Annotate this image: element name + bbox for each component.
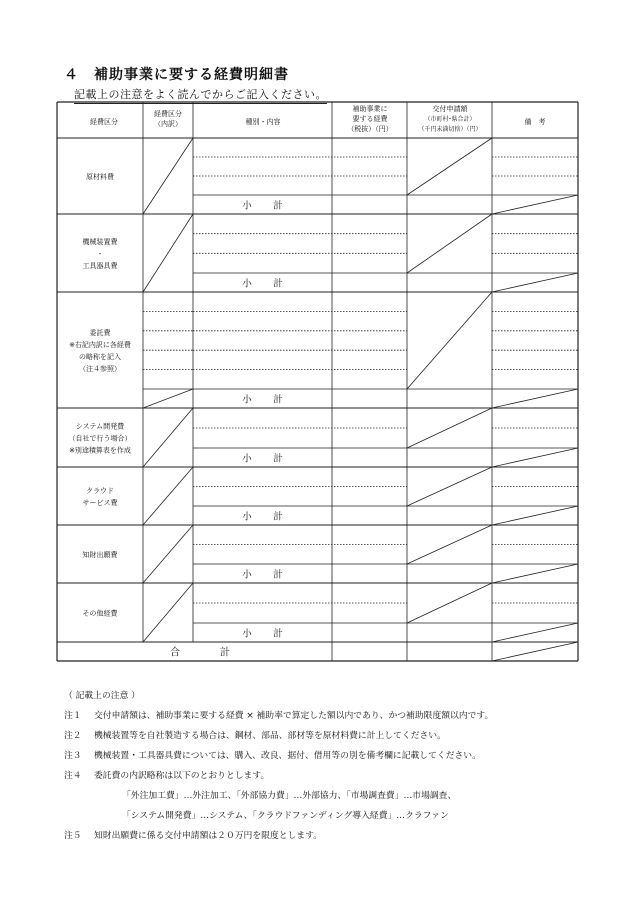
header-category: 経費区分 [90, 118, 118, 126]
remarks-subtotal-diagonal [492, 564, 578, 583]
subtotal-label: 小 計 [242, 453, 289, 465]
category-label: （注４参照） [79, 365, 121, 373]
remarks-subtotal-diagonal [492, 448, 578, 467]
header-grant-1: 交付申請額 [432, 105, 468, 113]
grant-diagonal [407, 467, 492, 506]
subtotal-label: 小 計 [242, 511, 289, 523]
note-2 [64, 726, 604, 746]
header-breakdown-1: 経費区分 [154, 110, 182, 118]
remarks-subtotal-diagonal [492, 273, 578, 292]
note-label: 注５ [64, 831, 82, 841]
grant-diagonal [407, 408, 492, 448]
subtotal-label: 小 計 [242, 394, 289, 406]
header-grant-2: （市町村･県合計） [424, 116, 476, 123]
notes-section [64, 686, 604, 846]
note-4 [64, 766, 604, 786]
note-text: 機械装置等を自社製造する場合は、鋼材、部品、部材等を原材料費に計上してください。 [94, 731, 446, 741]
total-label: 合 計 [170, 647, 230, 659]
document-title: ４ 補助事業に要する経費明細書 [64, 67, 289, 83]
grant-diagonal [407, 292, 492, 389]
category-label: ※右記内訳に各経費 [69, 341, 131, 349]
header-breakdown-2: （内訳） [154, 120, 182, 128]
note-text: 交付申請額は、補助事業に要する経費 × 補助率で算定した額以内であり、かつ補助限度額以内です。 [94, 711, 494, 721]
breakdown-diagonal [143, 389, 193, 408]
note-4-abbrev-2: 「システム開発費」…システム、「クラウドファンディング導入経費」…クラファン [122, 811, 449, 821]
grant-diagonal [407, 583, 492, 623]
header-expense-3: （税抜）（円） [347, 125, 393, 133]
breakdown-diagonal [143, 138, 193, 214]
document-subtitle: 記載上の注意をよく読んでからご記入ください。 [74, 86, 327, 104]
remarks-subtotal-diagonal [492, 506, 578, 525]
remarks-total-diagonal [492, 642, 578, 661]
subtotal-label: 小 計 [242, 200, 289, 212]
table-cells [69, 172, 289, 659]
breakdown-diagonal [143, 467, 193, 525]
note-1 [64, 706, 604, 726]
category-label: （自社で行う場合） [68, 434, 132, 443]
breakdown-diagonal [143, 583, 193, 642]
subtotal-label: 小 計 [242, 569, 289, 581]
note-label: 注１ [64, 711, 82, 721]
header-grant-3: （千円未満切捨）（円） [418, 126, 482, 133]
note-text: 知財出願費に係る交付申請額は２０万円を限度とします。 [94, 831, 323, 841]
note-text: 委託費の内訳略称は以下のとおりとします。 [94, 771, 270, 781]
note-label: 注４ [64, 771, 82, 781]
table-grid [57, 102, 578, 661]
header-expense-2: 要する経費 [352, 115, 388, 123]
grant-diagonal [407, 138, 492, 195]
category-label: 工具器具費 [82, 262, 118, 270]
note-5 [64, 826, 604, 846]
remarks-subtotal-diagonal [492, 623, 578, 642]
remarks-subtotal-diagonal [492, 389, 578, 408]
category-label: ※別途積算表を作成 [69, 446, 131, 455]
breakdown-diagonal [143, 408, 193, 467]
category-label: クラウド [86, 487, 114, 495]
note-4-abbrev-1: 「外注加工費」…外注加工、「外部協力費」…外部協力、「市場調査費」…市場調査、 [122, 791, 457, 801]
breakdown-diagonal [143, 525, 193, 583]
header-expense-1: 補助事業に [352, 105, 388, 113]
note-label: 注３ [64, 751, 82, 761]
note-text: 機械装置・工具器具費については、購入、改良、据付、借用等の別を備考欄に記載してください。 [94, 751, 481, 761]
note-label: 注２ [64, 731, 82, 741]
subtotal-label: 小 計 [242, 628, 289, 640]
grant-diagonal [407, 214, 492, 273]
breakdown-diagonal [143, 214, 193, 292]
category-label: 機械装置費 [82, 238, 118, 246]
category-label: の略称を記入 [79, 353, 121, 361]
remarks-subtotal-diagonal [492, 195, 578, 214]
grant-diagonal [407, 525, 492, 564]
category-label: 知財出願費 [82, 551, 118, 559]
category-label: ・ [96, 250, 104, 258]
category-label: 委託費 [89, 329, 111, 337]
notes-heading: （ 記載上の注意 ） [64, 691, 140, 701]
category-label: システム開発費 [75, 422, 125, 431]
category-label: 原材料費 [86, 173, 114, 181]
header-remarks: 備 考 [524, 118, 546, 126]
header-item: 種別・内容 [245, 118, 281, 126]
note-3 [64, 746, 604, 766]
category-label: サービス費 [82, 499, 118, 507]
subtotal-label: 小 計 [242, 278, 289, 290]
category-label: その他経費 [82, 609, 118, 618]
